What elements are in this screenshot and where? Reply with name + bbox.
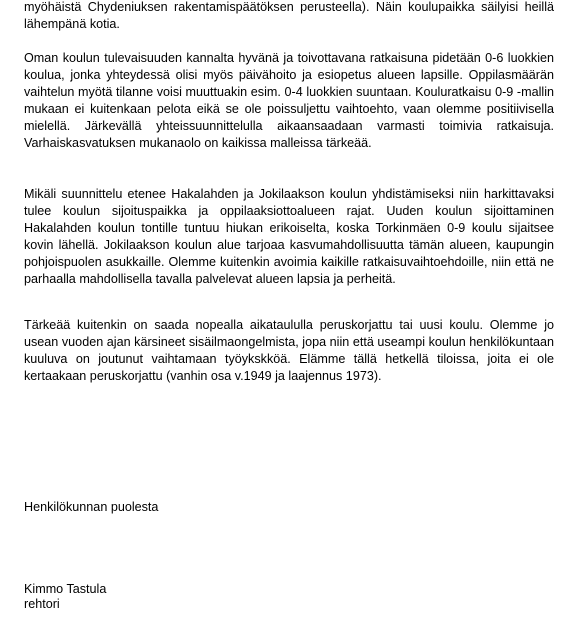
signer-title: rehtori [24, 597, 60, 611]
signature-block [24, 582, 106, 612]
paragraph-4: Tärkeää kuitenkin on saada nopealla aikataululla peruskorjattu tai uusi koulu. Olemme jo usean vuoden ajan kärsineet sisäilmaongelmista, jopa niin että useampi koulun henkilökuntaan kuuluva on joutunut vaihtamaan työykskköä. Elämme tällä hetkellä tiloissa, joita ei ole kertaakaan peruskorjattu (vanhin osa v.1949 ja laajennus 1973). [24, 318, 554, 383]
signer-name: Kimmo Tastula [24, 582, 107, 596]
closing-phrase: Henkilökunnan puolesta [24, 500, 159, 514]
paragraph-2: Oman koulun tulevaisuuden kannalta hyvänä ja toivottavana ratkaisuna pidetään 0-6 luokkien koulua, jonka yhteydessä olisi myös päivähoito ja esiopetus alueen lapsille. Oppilasmäärän vaihtelun myötä tilanne voisi muuttuakin esim. 0-4 luokkien suuntaan. Kouluratkaisu 0-9 -mallin mukaan ei kuitenkaan pelota eikä se ole poissuljettu vaihtoehto, vaan olemme positiivisella mielellä. Järkevällä yhteissuunnittelulla aikaansaadaan varmasti toimivia ratkaisuja. Varhaiskasvatuksen mukanaolo on kaikissa malleissa tärkeää. [24, 51, 554, 150]
paragraph-1: myöhäistä Chydeniuksen rakentamispäätöksen perusteella). Näin koulupaikka säilyisi heillä lähempänä kotia. [24, 0, 554, 31]
paragraph-3: Mikäli suunnittelu etenee Hakalahden ja Jokilaakson koulun yhdistämiseksi niin harkittavaksi tulee koulun sijoituspaikka ja oppilaaksiottoalueen rajat. Uuden koulun sijoittaminen Hakalahden koulun tontille tuntuu hiukan erikoiselta, koska Torkinmäen 0-9 koulu sijaitsee kovin lähellä. Jokilaakson koulun alue tarjoaa kasvumahdollisuutta tämän alueen, kaupungin pohjoispuolen asukkaille. Olemme kuitenkin avoimia kaikille ratkaisuvaihtoehdoille, niin että ne parhaalla mahdollisella tavalla palvelevat alueen lapsia ja perheitä. [24, 187, 554, 286]
